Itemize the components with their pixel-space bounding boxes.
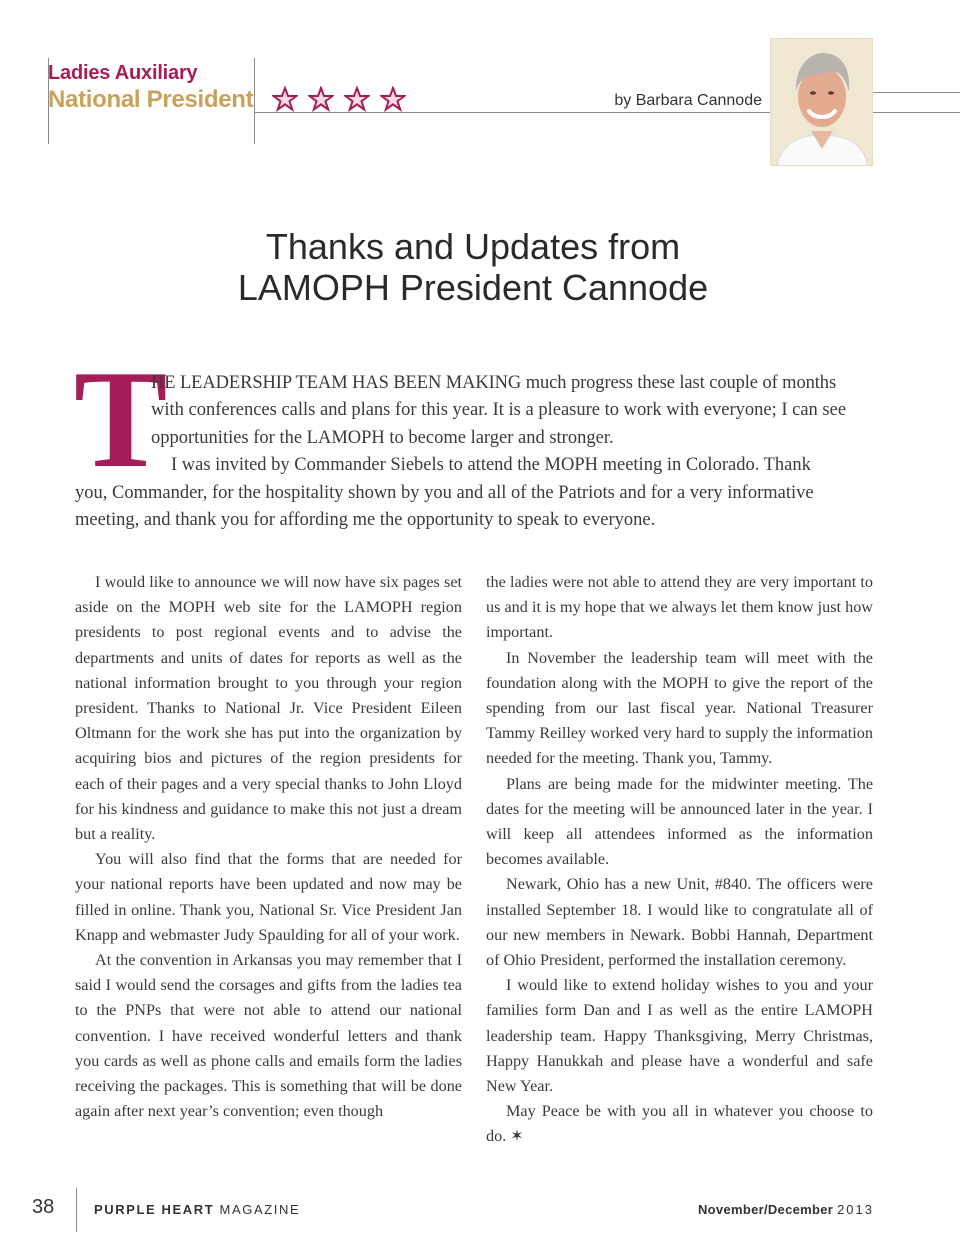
department-title: National President	[48, 86, 254, 113]
star-icon	[344, 86, 370, 112]
author-photo	[770, 38, 873, 166]
body-column-right	[486, 570, 873, 1150]
article-title-line-1: Thanks and Updates from	[265, 226, 681, 267]
department-label: Ladies Auxiliary	[48, 62, 198, 84]
paragraph: Newark, Ohio has a new Unit, #840. The officers were installed September 18. I would like to congratulate all of our new members in Newark. Bobbi Hannah, Department of Ohio President, performed the installation ceremony.	[486, 875, 873, 970]
intro-line: opportunities for the LAMOPH to become larger and stronger.	[151, 428, 614, 448]
paragraph: the ladies were not able to attend they are very important to us and it is my hope that we always let them know just how important.	[486, 573, 873, 642]
issue-months: November/December	[697, 1202, 834, 1217]
paragraph: May Peace be with you all in whatever you choose to do. ✶	[486, 1102, 873, 1146]
paragraph: Plans are being made for the midwinter meeting. The dates for the meeting will be announced later in the year. I will keep all attendees informed as the information becomes available.	[486, 774, 873, 869]
paragraph: You will also find that the forms that are needed for your national reports have been updated and now may be filled in online. Thank you, National Sr. Vice President Jan Knapp and webmaster Judy Spaulding for all of your work.	[75, 850, 462, 944]
footer-divider	[76, 1188, 77, 1232]
magazine-name-bold: PURPLE HEART	[94, 1202, 215, 1217]
header-divider-rule	[254, 58, 255, 144]
drop-cap: T	[74, 342, 168, 497]
paragraph: I would like to announce we will now have six pages set aside on the MOPH web site for the LAMOPH region presidents to post regional events and to advise the departments and units of dates for reports as well as the national information brought to you through your region president. Thanks to National Jr. Vice President Eileen Oltmann for the work she has put into the organization by acquiring bios and pictures of the region presidents for each of their pages and a very special thanks to John Lloyd for his kindness and guidance to make this not just a dream but a reality.	[75, 573, 462, 844]
star-icon	[380, 86, 406, 112]
header-photo-rule	[872, 92, 960, 93]
paragraph: In November the leadership team will meet with the foundation along with the MOPH to give the report of the spending from our last fiscal year. National Treasurer Tammy Reilley worked very hard to supply the information needed for the meeting. Thank you, Tammy.	[486, 648, 873, 768]
magazine-name	[94, 1202, 300, 1217]
star-icon	[272, 86, 298, 112]
issue-date	[698, 1202, 874, 1217]
paragraph: At the convention in Arkansas you may remember that I said I would send the corsages and gifts from the ladies tea to the PNPs that were not able to attend our national convention. I have received wonderful letters and thank you cards as well as phone calls and emails form the ladies receiving the packages. This is something that will be done again after next year’s convention; even though	[75, 951, 462, 1121]
magazine-name-light: MAGAZINE	[219, 1202, 301, 1217]
star-row	[272, 86, 406, 112]
intro-line: I was invited by Commander Siebels to attend the MOPH meeting in Colorado. Thank	[171, 455, 811, 475]
page-number: 38	[32, 1196, 55, 1218]
intro-line: you, Commander, for the hospitality shown by you and all of the Patriots and for a very informative	[75, 483, 814, 503]
issue-year: 2013	[837, 1202, 874, 1217]
body-column-left	[75, 570, 462, 1124]
portrait-illustration	[771, 39, 873, 166]
intro-line: HE LEADERSHIP TEAM HAS BEEN MAKING much progress these last couple of months	[151, 373, 837, 393]
author-byline: by Barbara Cannode	[614, 92, 762, 109]
paragraph: I would like to extend holiday wishes to you and your families form Dan and I as well as the entire LAMOPH leadership team. Happy Thanksgiving, Merry Christmas, Happy Hanukkah and please have a wonderful and safe New Year.	[486, 976, 873, 1096]
intro-line: meeting, and thank you for affording me the opportunity to speak to everyone.	[75, 510, 656, 530]
intro-line: with conferences calls and plans for this year. It is a pleasure to work with everyone; I can see	[151, 400, 847, 420]
star-icon	[308, 86, 334, 112]
article-title-line-2: LAMOPH President Cannode	[237, 267, 709, 308]
